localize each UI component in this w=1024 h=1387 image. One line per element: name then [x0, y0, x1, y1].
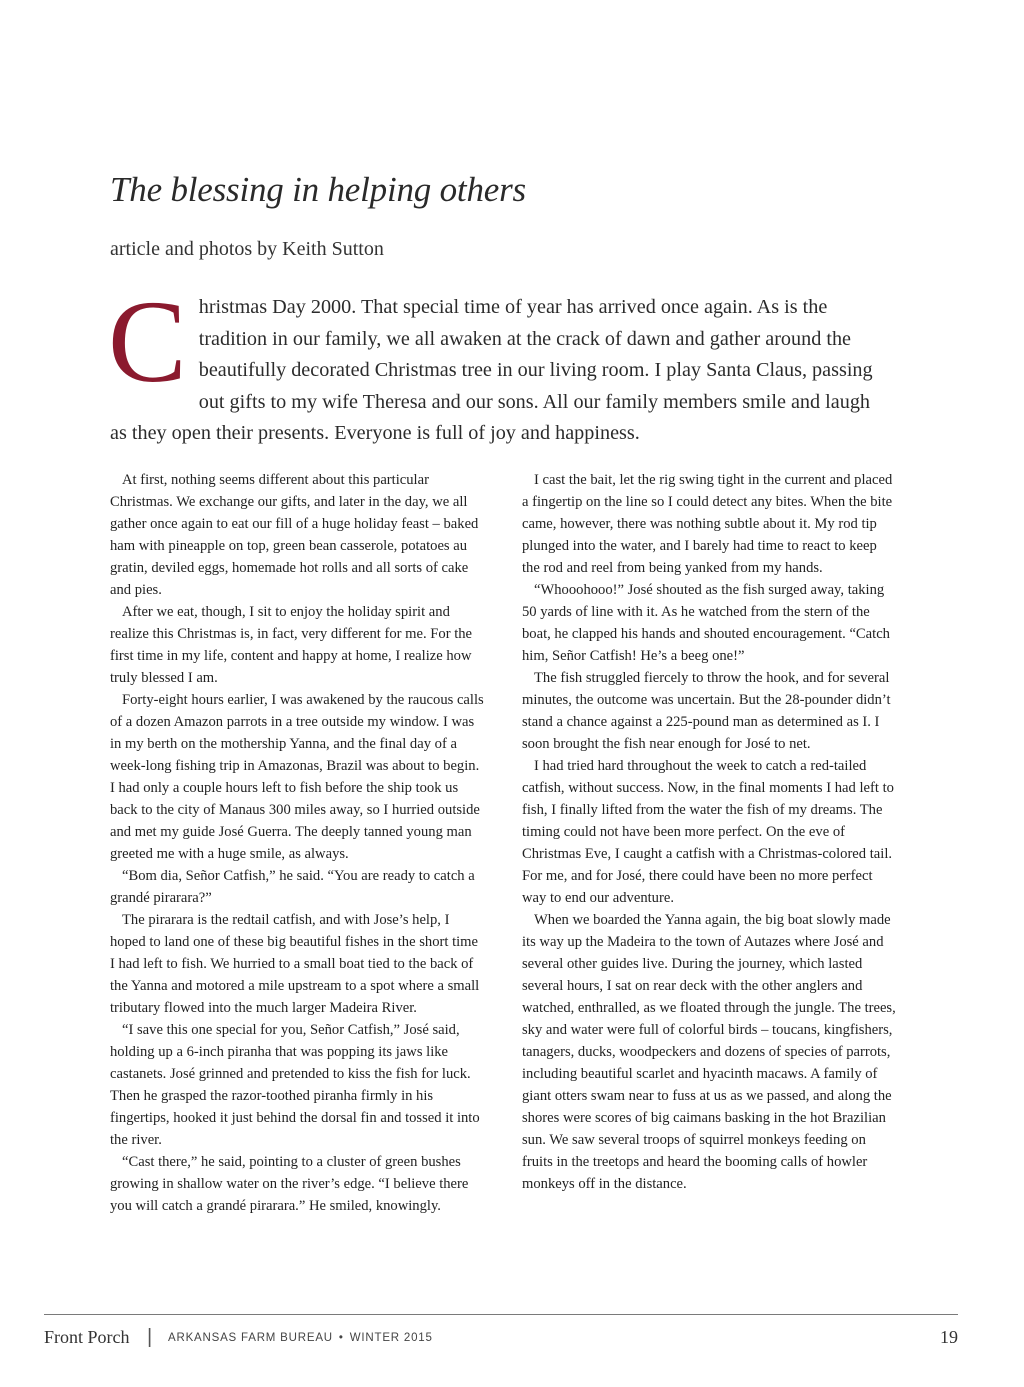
footer-rule — [44, 1314, 958, 1315]
footer-separator: | — [147, 1326, 153, 1348]
body-paragraph: When we boarded the Yanna again, the big boat slowly made its way up the Madeira to the town of Autazes where José and several other guides live. During the journey, which lasted several hours, I sat on rear deck with the other anglers and watched, enthralled, as we floated through the jungle. The trees, sky and water were full of colorful birds – toucans, kingfishers, tanagers, ducks, woodpeckers and dozens of species of parrots, including beautiful scarlet and hyacinth macaws. A family of giant otters swam near to fuss at us as we passed, and along the shores were scores of big caimans basking in the hot Brazilian sun. We saw several troops of squirrel monkeys feeding on fruits in the treetops and heard the booming calls of howler monkeys off in the distance. — [522, 912, 896, 1192]
publisher-issue — [168, 1332, 433, 1344]
body-column-right — [522, 469, 897, 1195]
body-paragraph: After we eat, though, I sit to enjoy the holiday spirit and realize this Christmas is, in fact, very different for me. For the first time in my life, content and happy at home, I realize how truly blessed I am. — [110, 604, 473, 686]
page-number: 19 — [940, 1327, 958, 1347]
body-paragraph: “I save this one special for you, Señor Catfish,” José said, holding up a 6-inch piranha that was popping its jaws like castanets. José grinned and pretended to kiss the fish for luck. Then he grasped the razor-toothed piranha firmly in his fingertips, hooked it just behind the dorsal fin and tossed it into the river. — [110, 1022, 480, 1148]
body-paragraph: Forty-eight hours earlier, I was awakened by the raucous calls of a dozen Amazon parrots in a tree outside my window. I was in my berth on the mothership Yanna, and the final day of a week-long fishing trip in Amazonas, Brazil was about to begin. I had only a couple hours left to fish before the ship took us back to the city of Manaus 300 miles away, so I hurried outside and met my guide José Guerra. The deeply tanned young man greeted me with a huge smile, as always. — [110, 692, 484, 862]
article-byline: article and photos by Keith Sutton — [110, 238, 384, 260]
drop-cap: C — [108, 276, 187, 407]
body-paragraph: I had tried hard throughout the week to catch a red-tailed catfish, without success. Now, in the final moments I had left to fish, I finally lifted from the water the fish of my dreams. The timing could not have been more perfect. On the eve of Christmas Eve, I caught a catfish with a Christmas-colored tail. For me, and for José, there could have been no more perfect way to end our adventure. — [522, 758, 894, 906]
body-column-left — [110, 469, 485, 1217]
magazine-name: Front Porch — [44, 1327, 130, 1347]
body-paragraph: “Whooohooo!” José shouted as the fish surged away, taking 50 yards of line with it. As he watched from the stern of the boat, he clapped his hands and shouted encouragement. “Catch him, Señor Catfish! He’s a beeg one!” — [522, 582, 890, 664]
body-paragraph: The pirarara is the redtail catfish, and with Jose’s help, I hoped to land one of these big beautiful fishes in the short time I had left to fish. We hurried to a small boat tied to the back of the Yanna and motored a mile upstream to a spot where a small tributary flowed into the much larger Madeira River. — [110, 912, 480, 1016]
bullet-separator: • — [338, 1332, 344, 1344]
lead-paragraph — [108, 276, 890, 450]
page-footer — [44, 1327, 958, 1357]
body-paragraph: At first, nothing seems different about this particular Christmas. We exchange our gifts, and later in the day, we all gather once again to eat our fill of a huge holiday feast – baked ham with pineapple on top, green bean casserole, potatoes au gratin, deviled eggs, homemade hot rolls and all sorts of cake and pies. — [110, 472, 479, 598]
body-paragraph: “Bom dia, Señor Catfish,” he said. “You are ready to catch a grandé pirarara?” — [110, 868, 475, 906]
body-paragraph: I cast the bait, let the rig swing tight in the current and placed a fingertip on the line so I could detect any bites. When the bite came, however, there was nothing subtle about it. My rod tip plunged into the water, and I barely had time to react to keep the rod and reel from being yanked from my hands. — [522, 472, 893, 576]
body-paragraph: The fish struggled fiercely to throw the hook, and for several minutes, the outcome was uncertain. But the 28-pounder didn’t stand a chance against a 225-pound man as determined as I. I soon brought the fish near enough for José to net. — [522, 670, 891, 752]
article-title: The blessing in helping others — [110, 170, 526, 209]
issue-label: WINTER 2015 — [349, 1332, 433, 1344]
publisher-name: ARKANSAS FARM BUREAU — [168, 1332, 333, 1344]
lead-text: hristmas Day 2000. That special time of year has arrived once again. As is the tradition in our family, we all awaken at the crack of dawn and gather around the beautifully decorated Christmas tree in our living room. I play Santa Claus, passing out gifts to my wife Theresa and our sons. All our family members smile and laugh as they open their presents. Everyone is full of joy and happiness. — [110, 296, 873, 445]
body-paragraph: “Cast there,” he said, pointing to a cluster of green bushes growing in shallow water on the river’s edge. “I believe there you will catch a grandé pirarara.” He smiled, knowingly. — [110, 1154, 469, 1214]
